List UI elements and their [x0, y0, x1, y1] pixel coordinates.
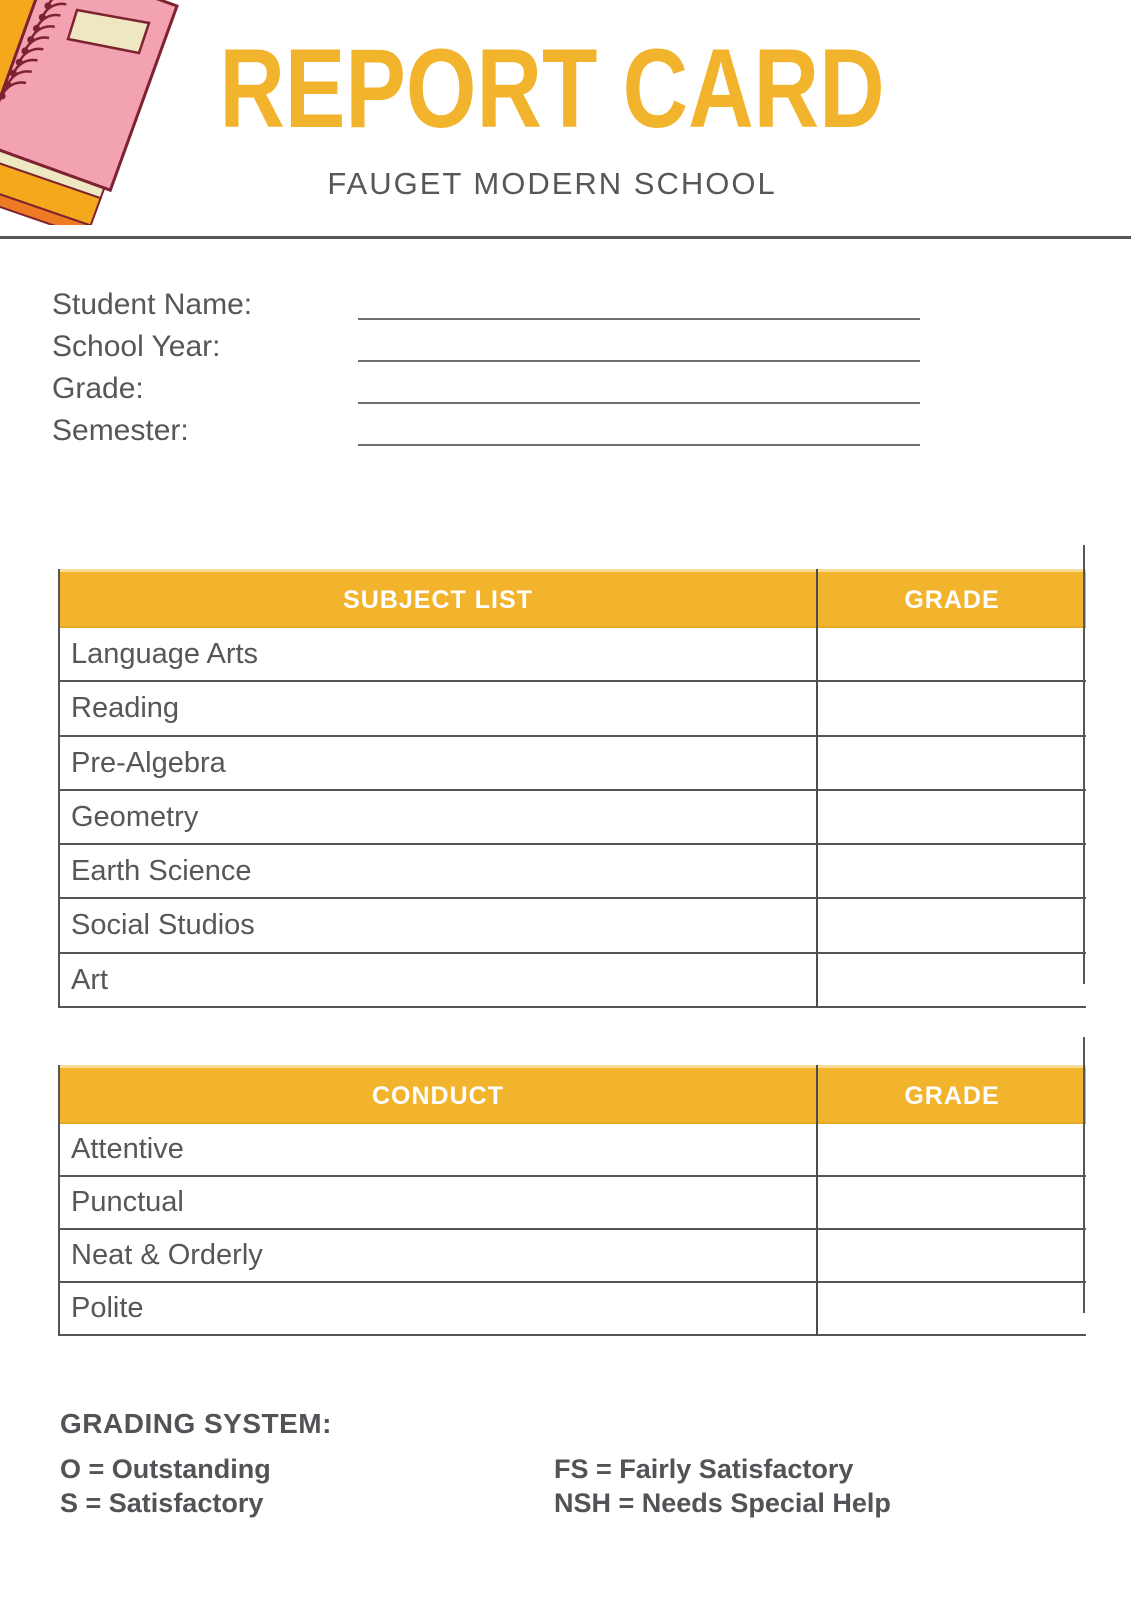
table-row [58, 1230, 1086, 1283]
table-row [58, 954, 1086, 1008]
grading-column-right [554, 1452, 994, 1520]
subject-table-header [58, 569, 1086, 628]
subject-label: Geometry [71, 800, 199, 833]
table-left-border [58, 1065, 60, 1336]
grade-field[interactable] [358, 402, 920, 404]
school-year-row [52, 326, 920, 368]
student-name-row [52, 284, 920, 326]
semester-field[interactable] [358, 444, 920, 446]
page-title: REPORT CARD [219, 26, 885, 151]
subject-label: Reading [71, 692, 180, 725]
conduct-label: Neat & Orderly [71, 1239, 263, 1271]
grade-cell[interactable] [818, 682, 1086, 734]
header-divider [0, 236, 1131, 239]
grade-cell[interactable] [818, 954, 1086, 1006]
table-row [58, 682, 1086, 736]
grading-item: O = Outstanding [60, 1454, 271, 1484]
table-row [58, 845, 1086, 899]
table-row [58, 791, 1086, 845]
subject-table [58, 569, 1086, 1008]
table-row [58, 1177, 1086, 1230]
subject-list-header: SUBJECT LIST [343, 586, 533, 614]
subject-label: Earth Science [71, 855, 252, 888]
header [0, 26, 1104, 202]
student-info-section [52, 284, 920, 452]
grade-label: Grade: [52, 372, 144, 405]
grade-cell[interactable] [818, 628, 1086, 680]
grading-system-legend [60, 1452, 1060, 1520]
grading-item: NSH = Needs Special Help [554, 1488, 891, 1518]
subject-label: Pre-Algebra [71, 746, 226, 779]
school-year-field[interactable] [358, 360, 920, 362]
table-right-accent-line [1083, 545, 1085, 984]
grade-cell[interactable] [818, 737, 1086, 789]
table-row [58, 1283, 1086, 1336]
table-column-divider [816, 1065, 818, 1336]
table-column-divider [816, 569, 818, 1008]
school-year-label: School Year: [52, 330, 221, 363]
grading-item: S = Satisfactory [60, 1488, 264, 1518]
school-name: FAUGET MODERN SCHOOL [327, 166, 777, 201]
grade-cell[interactable] [818, 1283, 1086, 1334]
subject-label: Art [71, 963, 109, 996]
table-row [58, 1124, 1086, 1177]
grade-cell[interactable] [818, 1177, 1086, 1228]
conduct-table [58, 1065, 1086, 1336]
grading-system-heading: GRADING SYSTEM: [60, 1408, 332, 1439]
conduct-grade-header: GRADE [904, 1082, 1000, 1110]
conduct-header: CONDUCT [372, 1082, 504, 1110]
grading-column-left [60, 1452, 554, 1520]
table-row [58, 737, 1086, 791]
grade-cell[interactable] [818, 1230, 1086, 1281]
subject-label: Social Studios [71, 909, 255, 942]
conduct-table-header [58, 1065, 1086, 1124]
subject-grade-header: GRADE [904, 586, 1000, 614]
grade-cell[interactable] [818, 899, 1086, 951]
conduct-label: Polite [71, 1292, 144, 1324]
table-row [58, 628, 1086, 682]
subject-label: Language Arts [71, 638, 259, 670]
table-row [58, 899, 1086, 953]
conduct-label: Attentive [71, 1133, 184, 1165]
table-right-accent-line [1083, 1037, 1085, 1313]
semester-label: Semester: [52, 414, 189, 447]
table-left-border [58, 569, 60, 1008]
grade-cell[interactable] [818, 791, 1086, 843]
grade-cell[interactable] [818, 845, 1086, 897]
conduct-label: Punctual [71, 1186, 184, 1218]
grade-cell[interactable] [818, 1124, 1086, 1175]
grade-row [52, 368, 920, 410]
semester-row [52, 410, 920, 452]
student-name-label: Student Name: [52, 288, 253, 321]
student-name-field[interactable] [358, 318, 920, 320]
grading-item: FS = Fairly Satisfactory [554, 1454, 854, 1484]
